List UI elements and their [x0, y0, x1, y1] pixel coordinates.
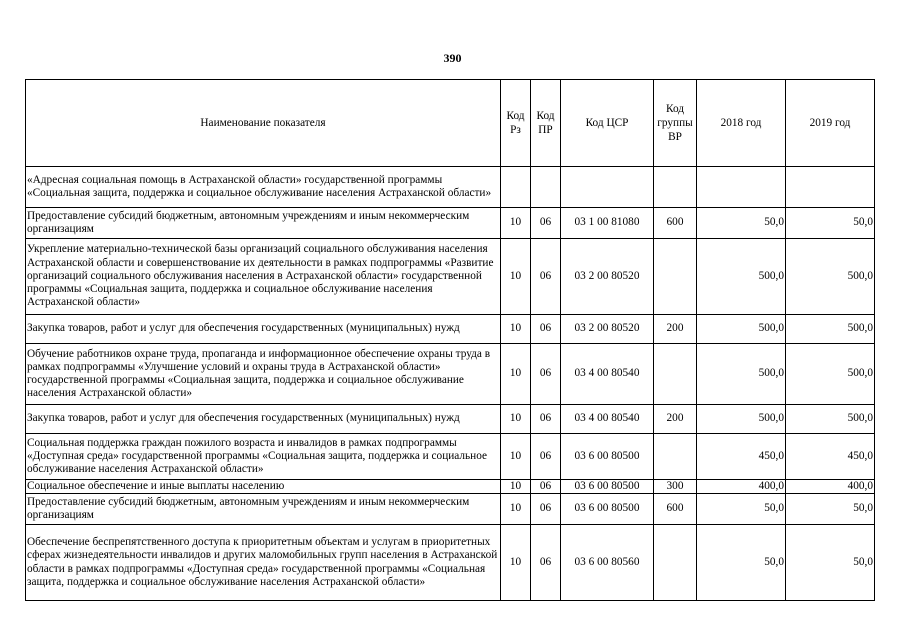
row-vr: 600	[654, 494, 697, 525]
page-number: 390	[443, 51, 462, 65]
row-vr: 300	[654, 480, 697, 494]
row-2019: 50,0	[786, 494, 875, 525]
row-2018: 50,0	[697, 494, 786, 525]
table-row	[26, 434, 875, 480]
row-vr	[654, 525, 697, 601]
budget-table	[25, 79, 875, 601]
table-row	[26, 480, 875, 494]
row-csr: 03 4 00 80540	[561, 344, 654, 405]
row-2018: 500,0	[697, 344, 786, 405]
row-2018: 400,0	[697, 480, 786, 494]
header-2018: 2018 год	[697, 80, 786, 167]
row-pr: 06	[531, 344, 561, 405]
row-csr: 03 6 00 80560	[561, 525, 654, 601]
row-rz: 10	[501, 480, 531, 494]
row-pr: 06	[531, 239, 561, 315]
row-rz: 10	[501, 208, 531, 239]
row-2019: 50,0	[786, 208, 875, 239]
table-header-row	[26, 80, 875, 167]
row-pr: 06	[531, 525, 561, 601]
row-vr	[654, 434, 697, 480]
row-rz	[501, 167, 531, 208]
row-vr: 600	[654, 208, 697, 239]
row-2018: 500,0	[697, 239, 786, 315]
table-row	[26, 208, 875, 239]
table-row	[26, 494, 875, 525]
row-2018: 50,0	[697, 525, 786, 601]
row-pr	[531, 167, 561, 208]
row-rz: 10	[501, 344, 531, 405]
row-rz: 10	[501, 434, 531, 480]
row-pr: 06	[531, 480, 561, 494]
row-name: Обеспечение беспрепятственного доступа к приоритетным объектам и услугам в приоритетных сферах жизнедеятельности инвалидов и других маломобильных групп населения в Астраханской области в рамках подпрограммы «Доступная среда» государственной программы «Социальная защита, поддержка и социальное обслуживание населения Астраханской области»	[26, 525, 501, 601]
table-row	[26, 344, 875, 405]
header-rz: Код Рз	[501, 80, 531, 167]
row-vr	[654, 239, 697, 315]
row-name: «Адресная социальная помощь в Астраханской области» государственной программы «Социальная защита, поддержка и социальное обслуживание населения Астраханской области»	[26, 167, 501, 208]
header-csr: Код ЦСР	[561, 80, 654, 167]
row-2019	[786, 167, 875, 208]
row-csr: 03 2 00 80520	[561, 239, 654, 315]
row-rz: 10	[501, 494, 531, 525]
row-csr: 03 6 00 80500	[561, 434, 654, 480]
table-row	[26, 525, 875, 601]
row-name: Укрепление материально-технической базы организаций социального обслуживания населения Астраханской области и совершенствование их деятельности в рамках подпрограммы «Развитие организаций социального обслуживания населения в Астраханской области» государственной программы «Социальная защита, поддержка и социальное обслуживание населения Астраханской области»	[26, 239, 501, 315]
row-rz: 10	[501, 525, 531, 601]
row-2019: 50,0	[786, 525, 875, 601]
table-row	[26, 405, 875, 434]
row-rz: 10	[501, 405, 531, 434]
row-2019: 500,0	[786, 344, 875, 405]
row-name: Социальное обеспечение и иные выплаты населению	[26, 480, 501, 494]
row-name: Предоставление субсидий бюджетным, автономным учреждениям и иным некоммерческим организациям	[26, 494, 501, 525]
header-pr: Код ПР	[531, 80, 561, 167]
row-csr: 03 4 00 80540	[561, 405, 654, 434]
row-csr: 03 1 00 81080	[561, 208, 654, 239]
row-2018: 500,0	[697, 405, 786, 434]
header-2019: 2019 год	[786, 80, 875, 167]
row-vr	[654, 167, 697, 208]
row-name: Закупка товаров, работ и услуг для обеспечения государственных (муниципальных) нужд	[26, 315, 501, 344]
row-2018: 450,0	[697, 434, 786, 480]
row-csr	[561, 167, 654, 208]
row-2019: 500,0	[786, 315, 875, 344]
row-csr: 03 6 00 80500	[561, 480, 654, 494]
table-row	[26, 315, 875, 344]
row-pr: 06	[531, 315, 561, 344]
row-pr: 06	[531, 208, 561, 239]
row-name: Предоставление субсидий бюджетным, автономным учреждениям и иным некоммерческим организациям	[26, 208, 501, 239]
row-2018	[697, 167, 786, 208]
header-vr: Код группы ВР	[654, 80, 697, 167]
row-name: Закупка товаров, работ и услуг для обеспечения государственных (муниципальных) нужд	[26, 405, 501, 434]
row-2019: 400,0	[786, 480, 875, 494]
row-pr: 06	[531, 434, 561, 480]
row-2018: 50,0	[697, 208, 786, 239]
row-name: Обучение работников охране труда, пропаганда и информационное обеспечение охраны труда в рамках подпрограммы «Улучшение условий и охраны труда в Астраханской области» государственной программы «Социальная защита, поддержка и социальное обслуживание населения Астраханской области»	[26, 344, 501, 405]
row-pr: 06	[531, 405, 561, 434]
row-csr: 03 2 00 80520	[561, 315, 654, 344]
row-2019: 500,0	[786, 239, 875, 315]
row-csr: 03 6 00 80500	[561, 494, 654, 525]
table-row	[26, 239, 875, 315]
row-vr: 200	[654, 405, 697, 434]
table-row	[26, 167, 875, 208]
row-rz: 10	[501, 239, 531, 315]
row-pr: 06	[531, 494, 561, 525]
row-rz: 10	[501, 315, 531, 344]
row-2019: 500,0	[786, 405, 875, 434]
row-2018: 500,0	[697, 315, 786, 344]
header-name: Наименование показателя	[26, 80, 501, 167]
row-vr	[654, 344, 697, 405]
row-vr: 200	[654, 315, 697, 344]
row-2019: 450,0	[786, 434, 875, 480]
row-name: Социальная поддержка граждан пожилого возраста и инвалидов в рамках подпрограммы «Доступная среда» государственной программы «Социальная защита, поддержка и социальное обслуживание населения Астраханской области»	[26, 434, 501, 480]
